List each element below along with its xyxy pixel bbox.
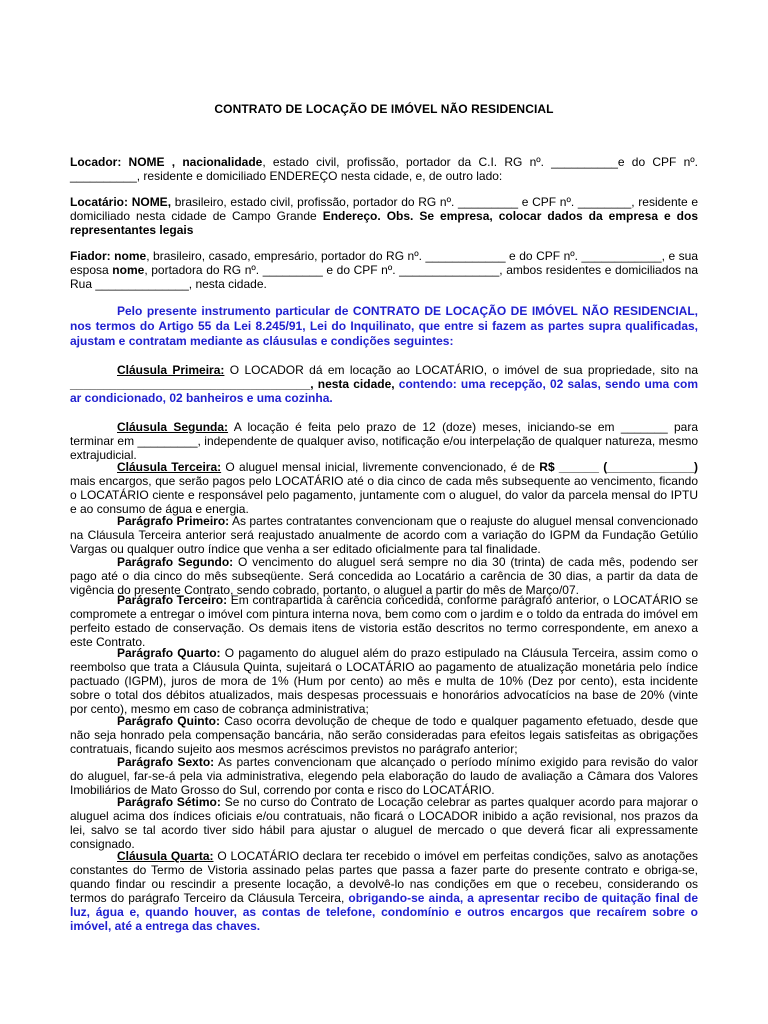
clause-1-text: O LOCADOR dá em locação ao LOCATÁRIO, o imóvel de sua propriedade, sito na [224, 363, 699, 377]
paragraph-4 [70, 646, 698, 716]
locatario-text: brasileiro, estado civil, profissão, portador do RG nº. _________ e CPF nº. ________, residente e domiciliado nesta cidade de Campo Grande [70, 195, 698, 223]
paragraph-6-label: Parágrafo Sexto: [117, 755, 215, 769]
clause-2-label: Cláusula Segunda: [117, 420, 229, 434]
locatario-label: Locatário: NOME, [70, 195, 172, 209]
clause-3-text-1: O aluguel mensal inicial, livremente convencionado, é de [221, 460, 540, 474]
paragraph-4-label: Parágrafo Quarto: [117, 646, 221, 660]
paragraph-1 [70, 514, 698, 556]
clause-1 [70, 363, 698, 405]
paragraph-7 [70, 795, 698, 851]
preamble-paragraph: Pelo presente instrumento particular de CONTRATO DE LOCAÇÃO DE IMÓVEL NÃO RESIDENCIAL, nos termos do Artigo 55 da Lei 8.245/91, Lei do Inquilinato, que entre si fazem as partes supra qualificadas, ajustam e contratam mediante as cláusulas e condições seguintes: [70, 304, 698, 348]
paragraph-3 [70, 593, 698, 649]
clause-4-text: O LOCATÁRIO declara ter recebido o imóvel em perfeitas condições, salvo as anotações constantes do Termo de Vistoria assinado pelas partes que passa a fazer parte do presente contrato e obriga-se, quando findar ou rescindir a presente locação, a devolvê-lo nas condições em que o recebeu, considerando os termos do parágrafo Terceiro da Cláusula Terceira, [70, 849, 698, 905]
paragraph-3-text: Em contrapartida à carência concedida, conforme parágrafo anterior, o LOCATÁRIO se compromete a entregar o imóvel com pintura interna nova, bem como com o jardim e o toldo da entrada do imóvel em perfeito estado de conservação. Os demais itens de vistoria estão descritos no termo correspondente, em anexo a este Contrato. [70, 593, 698, 649]
paragraph-5 [70, 714, 698, 756]
locatario-note: Endereço. Obs. Se empresa, colocar dados da empresa e dos representantes legais [70, 209, 698, 237]
paragraph-6 [70, 755, 698, 797]
clause-3 [70, 460, 698, 516]
clause-3-value: R$ ______ (_____________) [539, 460, 699, 474]
fiador-text-1: , brasileiro, casado, empresário, portador do RG nº. ____________ e do CPF nº. ____________, e sua esposa [70, 249, 698, 277]
clause-1-label: Cláusula Primeira: [117, 363, 225, 377]
locatario-paragraph [70, 195, 698, 237]
paragraph-7-text: Se no curso do Contrato de Locação celebrar as partes qualquer acordo para majorar o aluguel acima dos índices oficiais e/ou contratuais, não ficará o LOCADOR inibido a ação revisional, nos prazos da lei, salvo se tal acordo tiver sido hábil para ajustar o aluguel de mercado o que deverá ficar ali expressamente consignado. [70, 795, 699, 851]
paragraph-3-label: Parágrafo Terceiro: [117, 593, 228, 607]
clause-1-contents: contendo: uma recepção, 02 salas, sendo uma com ar condicionado, 02 banheiros e uma cozinha. [70, 377, 698, 405]
clause-3-label: Cláusula Terceira: [117, 460, 222, 474]
clause-4-obligation: obrigando-se ainda, a apresentar recibo de quitação final de luz, água e, quando houver, as contas de telefone, condomínio e outros encargos que recaírem sobre o imóvel, até a entrega das chaves. [70, 891, 698, 933]
locador-paragraph [70, 155, 698, 183]
clause-4-label: Cláusula Quarta: [117, 849, 214, 863]
clause-3-text-2: mais encargos, que serão pagos pelo LOCATÁRIO até o dia cinco de cada mês subsequente ao vencimento, ficando o LOCATÁRIO ciente e responsável pelo pagamento, juntamente com o aluguel, do valor da parcela mensal do IPTU e ao consumo de água e energia. [70, 474, 698, 516]
clause-4 [70, 849, 698, 933]
paragraph-2 [70, 555, 698, 597]
clause-1-address-blank: ____________________________________, nesta cidade, [70, 377, 399, 391]
paragraph-1-text: As partes contratantes convencionam que o reajuste do aluguel mensal convencionado na Cláusula Terceira anterior será reajustado anualmente de acordo com a variação do IGPM da Fundação Getúlio Vargas ou qualquer outro índice que venha a ser editado oficialmente para tal finalidade. [70, 514, 698, 556]
fiador-text-2: , portadora do RG nº. _________ e do CPF nº. _______________, ambos residentes e domiciliados na Rua ______________, nesta cidade. [70, 263, 698, 291]
paragraph-6-text: As partes convencionam que alcançado o período mínimo exigido para revisão do valor do aluguel, far-se-á pela via administrativa, elegendo pela elaboração do laudo de avaliação a Câmara dos Valores Imobiliários de Mato Grosso do Sul, correndo por conta e risco do LOCATÁRIO. [70, 755, 699, 797]
fiador-spouse-name: nome [112, 263, 145, 277]
clause-2 [70, 420, 698, 462]
paragraph-4-text: O pagamento do aluguel além do prazo estipulado na Cláusula Terceira, assim como o reembolso que trata a Cláusula Quinta, sujeitará o LOCATÁRIO ao pagamento de atualização monetária pelo índice pactuado (IGPM), juros de mora de 1% (Hum por cento) ao mês e multa de 10% (Dez por cento), esta incidente sobre o total dos débitos atualizados, mais despesas processuais e honorários advocatícios na base de 20% (vinte por cento), mesmo em caso de cobrança administrativa; [70, 646, 699, 716]
paragraph-5-text: Caso ocorra devolução de cheque de todo e qualquer pagamento efetuado, desde que não seja honrado pela compensação bancária, não serão consideradas para efeitos legais satisfeitas as obrigações contratuais, ficando sujeito aos mesmos acréscimos previstos no parágrafo anterior; [70, 714, 699, 756]
paragraph-5-label: Parágrafo Quinto: [117, 714, 220, 728]
paragraph-1-label: Parágrafo Primeiro: [117, 514, 230, 528]
locador-text: , estado civil, profissão, portador da C.I. RG nº. __________e do CPF nº. __________, residente e domiciliado ENDEREÇO nesta cidade, e, de outro lado: [70, 155, 698, 183]
locador-label: Locador: NOME , nacionalidade [70, 155, 263, 169]
document-title: CONTRATO DE LOCAÇÃO DE IMÓVEL NÃO RESIDENCIAL [214, 102, 554, 116]
fiador-label: Fiador: nome [70, 249, 147, 263]
paragraph-2-text: O vencimento do aluguel será sempre no dia 30 (trinta) de cada mês, podendo ser pago até o dia cinco do mês subseqüente. Será concedida ao Locatário a carência de 30 dias, a partir da data de vigência do presente Contrato, sendo cobrado, portanto, o aluguel a partir do mês de Março/07. [70, 555, 698, 597]
paragraph-7-label: Parágrafo Sétimo: [117, 795, 221, 809]
clause-2-text: A locação é feita pelo prazo de 12 (doze) meses, iniciando-se em _______ para terminar em _________, independente de qualquer aviso, notificação e/ou interpelação de qualquer natureza, mesmo extrajudicial. [70, 420, 698, 462]
paragraph-2-label: Parágrafo Segundo: [117, 555, 234, 569]
fiador-paragraph [70, 249, 698, 291]
